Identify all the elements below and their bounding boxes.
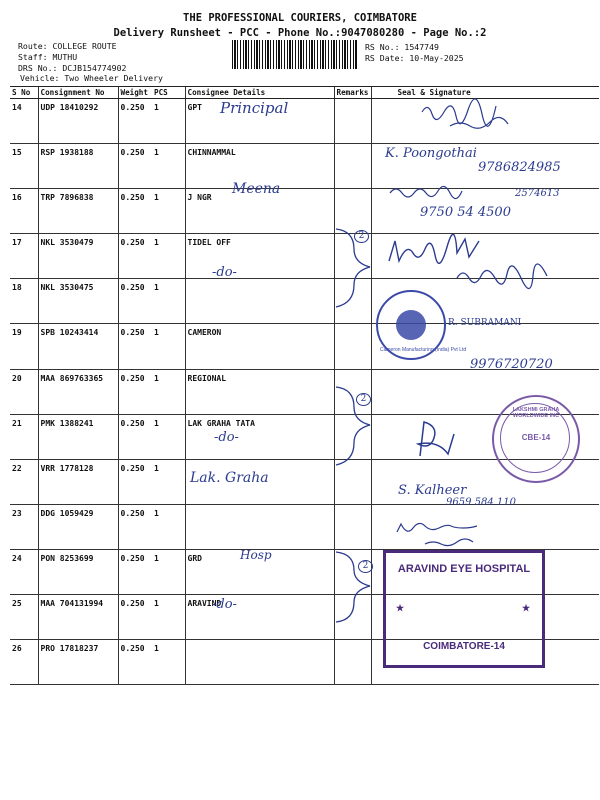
signature-row24 — [395, 520, 520, 550]
handwritten-r-subramani: R. SUBRAMANI — [448, 318, 522, 328]
row-consignee: CAMERON — [185, 324, 334, 369]
row-sno: 14 — [10, 99, 38, 144]
row-consignment: VRR 1778128 — [38, 459, 118, 504]
row-pcs: 1 — [152, 234, 185, 279]
row-consignment: NKL 3530475 — [38, 279, 118, 324]
row-remarks — [334, 144, 371, 189]
handwritten-meena: Meena — [232, 181, 281, 197]
row-consignee: TIDEL OFF — [185, 234, 334, 279]
seal-text: Cameron Manufacturing (India) Pvt Ltd — [380, 347, 467, 353]
row-pcs: 1 — [152, 459, 185, 504]
row-consignment: UDP 18410292 — [38, 99, 118, 144]
seal-logo-icon — [396, 310, 426, 340]
drs-number: DRS No.: DCJB154774902 — [18, 63, 127, 73]
handwritten-hosp: Hosp — [240, 548, 272, 562]
stamp-title: ARAVIND EYE HOSPITAL — [397, 563, 531, 575]
row-consignee — [185, 279, 334, 324]
row-consignee: GRD — [185, 549, 334, 594]
row-sno: 24 — [10, 549, 38, 594]
handwritten-phone-16: 9750 54 4500 — [420, 205, 511, 220]
row-pcs: 1 — [152, 324, 185, 369]
route-label: Route: COLLEGE ROUTE — [18, 41, 117, 51]
row-consignee: LAK GRAHA TATA — [185, 414, 334, 459]
signature-row14 — [420, 100, 520, 132]
row-consignee: GPT — [185, 99, 334, 144]
row-sno: 19 — [10, 324, 38, 369]
handwritten-phone-20: 9976720720 — [470, 357, 553, 372]
signature-row18 — [455, 266, 575, 288]
row-pcs: 1 — [152, 369, 185, 414]
row-consignee — [185, 640, 334, 685]
col-consignee: Consignee Details — [185, 87, 334, 99]
row-weight: 0.250 — [118, 189, 152, 234]
barcode — [232, 40, 358, 69]
col-seal: Seal & Signature — [371, 87, 599, 99]
handwritten-poongothai: K. Poongothai — [385, 146, 477, 161]
remark-mark-2: 2 — [358, 560, 373, 573]
row-sno: 17 — [10, 234, 38, 279]
row-consignment: RSP 1938188 — [38, 144, 118, 189]
row-weight: 0.250 — [118, 144, 152, 189]
handwritten-ditto-26: -do- — [212, 597, 237, 612]
handwritten-principal: Principal — [220, 99, 289, 117]
row-pcs: 1 — [152, 549, 185, 594]
row-consignee — [185, 504, 334, 549]
row-weight: 0.250 — [118, 414, 152, 459]
signature-row17 — [385, 233, 500, 269]
row-sno: 26 — [10, 640, 38, 685]
row-consignee: CHINNAMMAL — [185, 144, 334, 189]
handwritten-number-23: 9659 584 110 — [446, 497, 516, 508]
row-consignment: TRP 7896838 — [38, 189, 118, 234]
row-consignment: MAA 704131994 — [38, 595, 118, 640]
row-weight: 0.250 — [118, 99, 152, 144]
row-weight: 0.250 — [118, 595, 152, 640]
row-sno: 21 — [10, 414, 38, 459]
row-consignment: PRO 17818237 — [38, 640, 118, 685]
stamp-city: COIMBATORE-14 — [423, 641, 505, 652]
row-pcs: 1 — [152, 99, 185, 144]
row-sno: 25 — [10, 595, 38, 640]
row-remarks — [334, 640, 371, 685]
handwritten-phone-15: 9786824985 — [478, 160, 561, 175]
row-remarks — [334, 504, 371, 549]
remark-mark-2: 2 — [356, 393, 371, 406]
seal-text: LAKSHMI GRAHA WORLDWIDE INC — [512, 407, 560, 419]
signature-row22 — [410, 418, 470, 460]
row-consignee: ARAVIND — [185, 595, 334, 640]
company-title: THE PROFESSIONAL COURIERS, COIMBATORE — [183, 12, 417, 24]
row-consignment: NKL 3530479 — [38, 234, 118, 279]
row-weight: 0.250 — [118, 279, 152, 324]
row-sno: 22 — [10, 459, 38, 504]
row-consignee: J NGR — [185, 189, 334, 234]
row-weight: 0.250 — [118, 369, 152, 414]
worldwide-seal-stamp — [492, 395, 580, 483]
row-pcs: 1 — [152, 189, 185, 234]
row-remarks — [334, 99, 371, 144]
row-consignment: MAA 869763365 — [38, 369, 118, 414]
brace-17-18 — [330, 225, 376, 315]
row-consignment: DDG 1059429 — [38, 504, 118, 549]
star-icon: ★ — [522, 603, 531, 613]
signature-row16 — [388, 183, 476, 203]
runsheet-subtitle: Delivery Runsheet - PCC - Phone No.:9047080280 - Page No.:2 — [113, 27, 487, 39]
row-consignment: PMK 1388241 — [38, 414, 118, 459]
col-consignment: Consignment No — [38, 87, 118, 99]
company-seal-stamp — [376, 290, 467, 360]
staff-label: Staff: MUTHU — [18, 52, 78, 62]
row-sno: 18 — [10, 279, 38, 324]
handwritten-number-16: 2574613 — [515, 188, 560, 199]
col-weight: Weight — [118, 87, 152, 99]
row-weight: 0.250 — [118, 234, 152, 279]
row-weight: 0.250 — [118, 504, 152, 549]
col-sno: S No — [10, 87, 38, 99]
aravind-hospital-stamp — [383, 550, 545, 668]
rs-date: RS Date: 10-May-2025 — [365, 53, 464, 63]
handwritten-ditto-22: -do- — [214, 430, 239, 445]
remark-mark-2: 2 — [354, 230, 369, 243]
row-consignment: PON 8253699 — [38, 549, 118, 594]
row-remarks — [334, 324, 371, 369]
row-pcs: 1 — [152, 595, 185, 640]
row-weight: 0.250 — [118, 459, 152, 504]
handwritten-ditto-18: -do- — [212, 265, 237, 280]
seal-center-text: CBE-14 — [521, 433, 551, 442]
row-pcs: 1 — [152, 504, 185, 549]
handwritten-name-23: S. Kalheer — [398, 483, 467, 498]
star-icon: ★ — [396, 603, 405, 613]
row-sno: 15 — [10, 144, 38, 189]
col-pcs: PCS — [152, 87, 185, 99]
row-sno: 20 — [10, 369, 38, 414]
row-sno: 23 — [10, 504, 38, 549]
handwritten-lak-graha: Lak. Graha — [190, 470, 269, 486]
col-remarks: Remarks — [334, 87, 371, 99]
row-pcs: 1 — [152, 144, 185, 189]
row-sno: 16 — [10, 189, 38, 234]
row-pcs: 1 — [152, 279, 185, 324]
row-weight: 0.250 — [118, 640, 152, 685]
table-header — [10, 87, 599, 99]
row-pcs: 1 — [152, 414, 185, 459]
rs-number: RS No.: 1547749 — [365, 42, 439, 52]
row-weight: 0.250 — [118, 324, 152, 369]
vehicle-label: Vehicle: Two Wheeler Delivery — [20, 73, 163, 83]
row-consignee: REGIONAL — [185, 369, 334, 414]
row-weight: 0.250 — [118, 549, 152, 594]
row-pcs: 1 — [152, 640, 185, 685]
row-consignment: SPB 10243414 — [38, 324, 118, 369]
